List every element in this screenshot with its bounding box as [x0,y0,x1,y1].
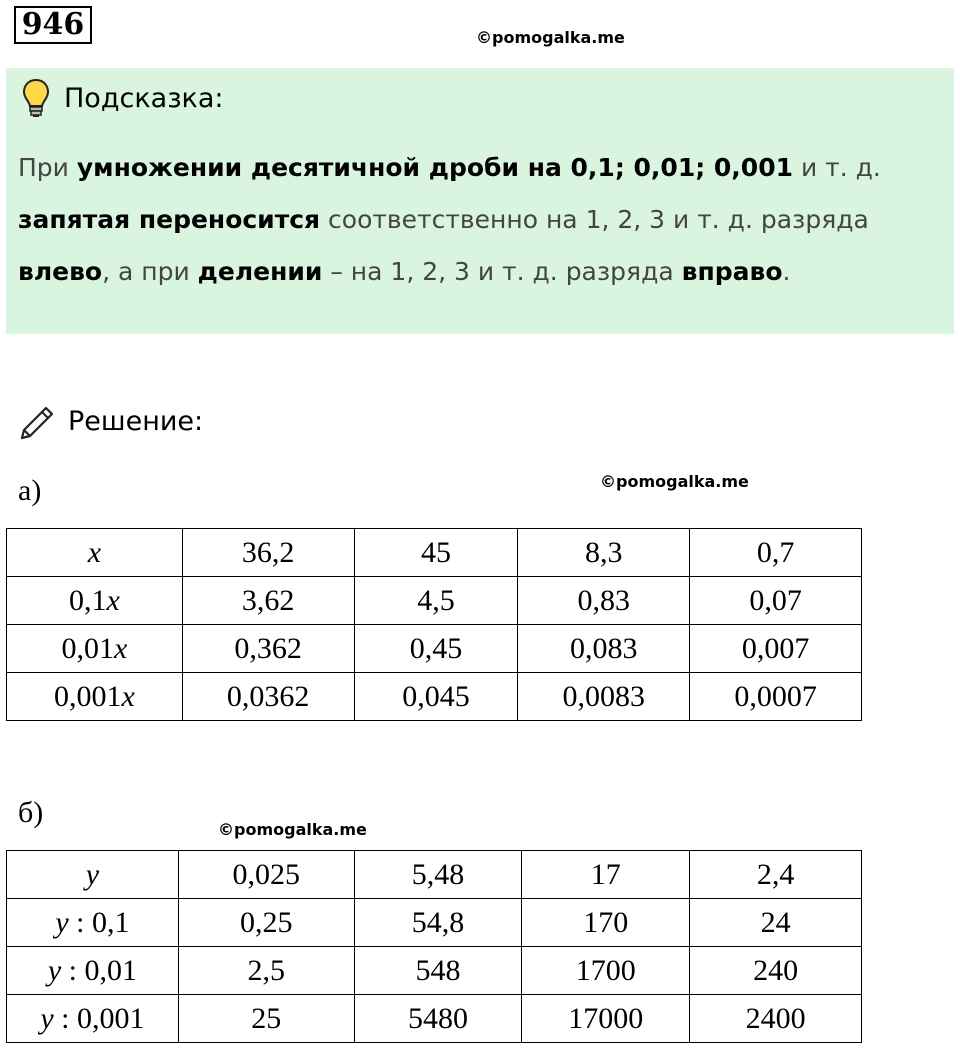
hint-box [6,68,954,334]
table-b [6,850,862,1043]
lightbulb-icon [22,78,50,118]
solution-header [18,400,203,442]
table-cell: 0,083 [518,625,690,673]
table-cell: 0,07 [690,577,862,625]
part-a-label: а) [18,474,42,507]
row-header-cell [7,947,179,995]
table-cell: 0,362 [182,625,354,673]
table-cell: 2,5 [178,947,354,995]
row-header-number: 0,1 [68,583,107,617]
table-cell: 24 [690,899,862,947]
hint-text-part: вправо [681,257,783,286]
table-cell: 1700 [522,947,690,995]
hint-text-part: умножении десятичной дроби на 0,1; 0,01; 0,001 [76,153,793,182]
table-row [7,851,862,899]
table-row [7,899,862,947]
table-cell: 2400 [690,995,862,1043]
row-header-variable: y [40,1001,54,1035]
task-number: 946 [14,6,92,44]
hint-text-part: запятая переносится [18,205,321,234]
table-cell: 36,2 [182,529,354,577]
table-cell: 0,025 [178,851,354,899]
table-row [7,673,862,721]
hint-title: Подсказка: [64,82,224,114]
table-row [7,577,862,625]
table-cell: 45 [354,529,518,577]
table-cell: 54,8 [354,899,522,947]
table-cell: 17 [522,851,690,899]
row-header-divisor: : 0,01 [61,953,137,987]
hint-text-part: и т. д. [793,153,881,182]
hint-text-part: делении [197,257,323,286]
hint-text-part: влево [18,257,103,286]
table-a [6,528,862,721]
row-header-cell [7,529,183,577]
table-cell: 25 [178,995,354,1043]
table-cell: 17000 [522,995,690,1043]
hint-text-part: При [18,153,77,182]
hint-text-part: соответственно на 1, 2, 3 и т. д. разряда [320,205,869,234]
row-header-variable: y [47,953,62,987]
row-header-variable: x [113,631,128,665]
table-cell: 0,7 [690,529,862,577]
hint-text-part: – на 1, 2, 3 и т. д. разряда [322,257,682,286]
row-header-variable: x [106,583,120,617]
hint-text-part: , а при [102,257,198,286]
pencil-icon [18,400,60,442]
row-header-divisor: : 0,001 [53,1001,145,1035]
row-header-variable: x [121,679,135,713]
hint-text-part: . [782,257,791,286]
table-cell: 2,4 [690,851,862,899]
table-cell: 0,0083 [518,673,690,721]
watermark: ©pomogalka.me [600,472,749,491]
row-header-variable: x [87,535,102,569]
row-header-variable: y [85,857,100,891]
table-row [7,995,862,1043]
table-cell: 8,3 [518,529,690,577]
row-header-cell [7,673,183,721]
hint-text [18,142,938,298]
table-cell: 4,5 [354,577,518,625]
part-b-label: б) [18,796,44,829]
table-cell: 548 [354,947,522,995]
hint-header [22,78,224,118]
watermark: ©pomogalka.me [218,820,367,839]
row-header-variable: y [55,905,69,939]
table-cell: 0,0007 [690,673,862,721]
row-header-number: 0,01 [61,631,114,665]
table-cell: 0,25 [178,899,354,947]
table-row [7,625,862,673]
table-cell: 170 [522,899,690,947]
row-header-divisor: : 0,1 [68,905,130,939]
row-header-cell [7,899,179,947]
table-cell: 0,007 [690,625,862,673]
table-cell: 0,45 [354,625,518,673]
row-header-cell [7,577,183,625]
table-cell: 240 [690,947,862,995]
row-header-cell [7,625,183,673]
row-header-number: 0,001 [53,679,122,713]
table-cell: 5480 [354,995,522,1043]
table-cell: 5,48 [354,851,522,899]
table-cell: 3,62 [182,577,354,625]
table-row [7,529,862,577]
watermark: ©pomogalka.me [476,28,625,47]
table-cell: 0,045 [354,673,518,721]
table-cell: 0,0362 [182,673,354,721]
solution-title: Решение: [68,405,204,437]
table-cell: 0,83 [518,577,690,625]
table-row [7,947,862,995]
row-header-cell [7,995,179,1043]
row-header-cell [7,851,179,899]
